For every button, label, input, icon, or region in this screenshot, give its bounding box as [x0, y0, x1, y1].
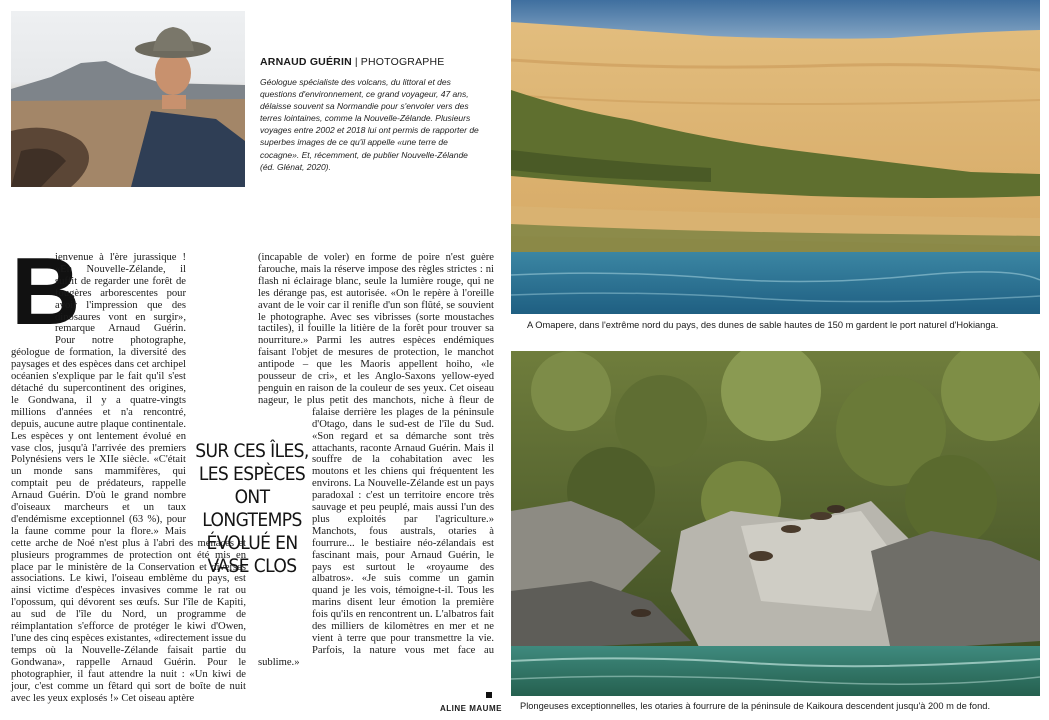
photographer-portrait: [11, 11, 245, 187]
bio-text: Géologue spécialiste des volcans, du littoral et des questions d'environnement, ce grand voyageur, 47 ans, délaisse souvent sa Normandie pour s'envoler vers des terres lointaines, comme la Nouvelle-Zélande. Plusieurs voyages entre 2002 et 2018 lui ont permis de rapporter de superbes images de ce qu'il appelle «une terre de cocagne». Et, récemment, de publier Nouvelle-Zélande (éd. Glénat, 2020).: [260, 77, 479, 172]
dunes-illustration: [511, 0, 1040, 314]
caption-dunes: A Omapere, dans l'extrême nord du pays, des dunes de sable hautes de 150 m gardent le port naturel d'Hokianga.: [527, 320, 999, 330]
bio-name: ARNAUD GUÉRIN: [260, 56, 352, 68]
photo-dunes-omapere: [511, 0, 1040, 314]
portrait-illustration: [11, 11, 245, 187]
article-text-column-2: (incapable de voler) en forme de poire n'est guère farouche, mais la réserve impose des règles strictes : ni flash ni éclairage blanc, seule la lumière rouge, qui ne les dérange pas, est autorisée. «On le repère à l'oreille avant de le voir car il renifle d'un son flûté, se souvient le photographe. Avec ses vibrisses (sorte moustaches tactiles), il fouille la litière de la forêt pour trouver sa nourriture.» Parmi les autres espèces endémiques faisant l'objet de mesures de protection, le manchot antipode – que les Maoris appellent hoiho, «le pousseur de cri», et les Anglo-Saxons yellow-eyed penguin en raison de la couleur de ses yeux. Cet oiseau nageur, le plus petit des manchots, niche à fleur de falaise derrière les plages de la péninsule d'Otago, dans le sud-est de l'île du Sud. «Son regard et sa démarche sont très attachants, raconte Arnaud Guérin. Mais il souffre de la cohabitation avec les moutons et les chiens qui fréquentent les environs. La Nouvelle-Zélande est un pays paradoxal : c'est un territoire encore très sauvage et peu peuplé, mais aussi l'un des plus exploités par l'agriculture.» Manchots, fous australs, otaries à fourrure... le bestiaire néo-zélandais est fascinant mais, pour Arnaud Guérin, le pays est surtout le «royaume des albatros». «Je suis comme un gamin quand je les vois, témoigne-t-il. Tous les marins disent leur émotion la première fois qu'ils en rencontrent un. L'albatros fait des milliers de kilomètres en mer et ne vient à terre que pour transmettre la vie. Parfois, la nature vous met face au sublime.»: [258, 252, 494, 668]
photo-fur-seals-kaikoura: [511, 351, 1040, 696]
bio-heading: [260, 56, 480, 68]
caption-fur-seals: Plongeuses exceptionnelles, les otaries à fourrure de la péninsule de Kaikoura descendent jusqu'à 200 m de fond.: [520, 701, 991, 711]
pull-quote: SUR CES ÎLES, LES ESPÈCES ONT LONGTEMPS ÉVOLUÉ EN VASE CLOS: [195, 440, 309, 577]
dropcap: B: [11, 238, 81, 345]
bio-role: PHOTOGRAPHE: [360, 56, 445, 68]
author-signature: ALINE MAUME: [440, 704, 502, 713]
rocks-illustration: [511, 351, 1040, 696]
end-mark: [486, 692, 492, 698]
article-text-column-1: ienvenue à l'ère jurassique ! «En Nouvelle-Zélande, il suffit de regarder une forêt de fougères arborescentes pour avoir l'impression que des dinosaures vont en surgir», remarque Arnaud Guérin. Pour notre photographe, géologue de formation, la diversité des paysages et des espèces dans cet archipel océanien s'explique par le fait qu'il s'est détaché du supercontinent des origines, le Gondwana, il y a quatre-vingts millions d'années et n'a rencontré, depuis, aucune autre plaque continentale. Les espèces y ont lentement évolué en vase clos, jusqu'à l'arrivée des premiers Polynésiens vers le XIIe siècle. «C'était un monde sans mammifères, qui comptait peu de prédateurs, rappelle Arnaud Guérin. D'où le grand nombre d'oiseaux marcheurs et un taux d'endémisme exceptionnel (63 %), pour la faune comme pour la flore.» Mais cette arche de Noé n'est plus à l'abri des menaces et plusieurs programmes de protection ont été mis en place par le ministère de la Conservation et diverses associations. Le kiwi, l'oiseau emblème du pays, est ainsi victime d'espèces invasives comme le rat ou l'opossum, qui dévorent ses œufs. Sur l'île de Kapiti, au sud de l'île du Nord, un programme de réimplantation s'efforce de protéger le kiwi d'Owen, l'une des cinq espèces existantes, «directement issue du temps où la Nouvelle-Zélande faisait partie du Gondwana», rappelle Arnaud Guérin. Pour le photographier, il faut attendre la nuit : «Un kiwi de jour, c'est comme un fêtard qui sort de boîte de nuit avec les yeux explosés !» Cet oiseau aptère: [11, 252, 246, 704]
bio-separator: |: [354, 56, 358, 68]
photographer-bio: [260, 56, 480, 173]
